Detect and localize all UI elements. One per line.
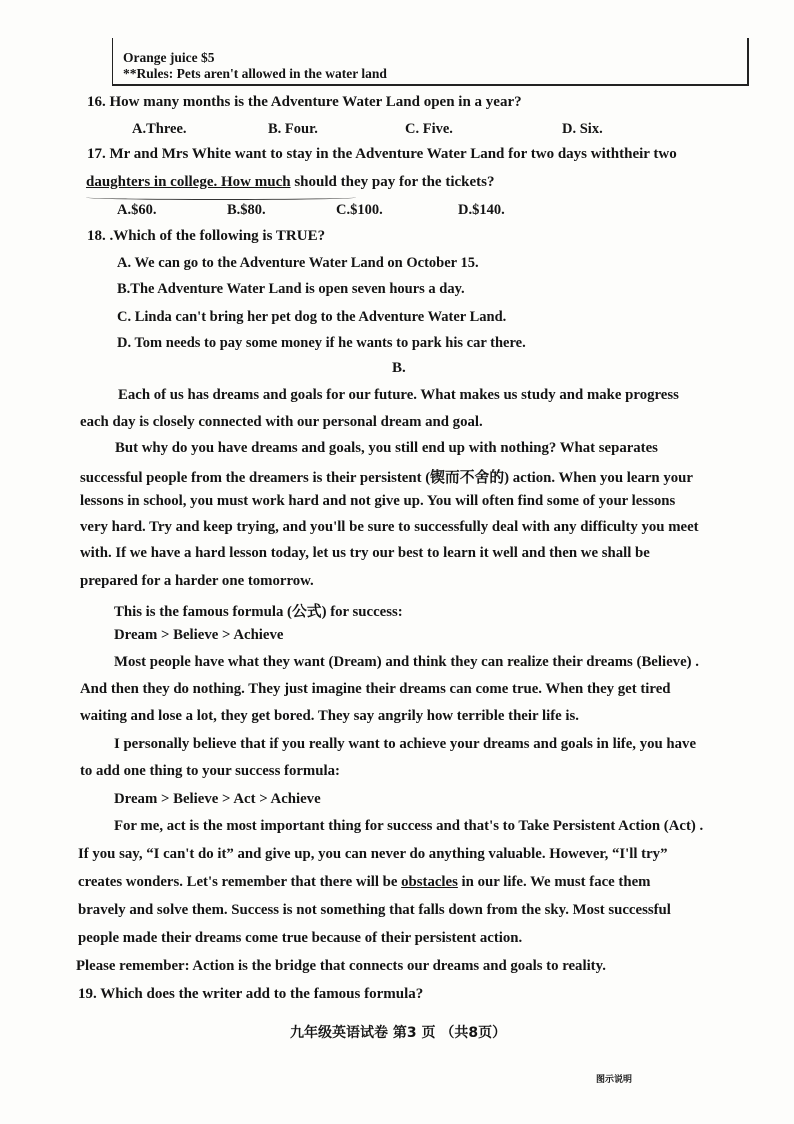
passage-line: successful people from the dreamers is their persistent (锲而不舍的) action. When you learn your bbox=[80, 470, 693, 486]
q18-option-a[interactable]: A. We can go to the Adventure Water Land on October 15. bbox=[117, 255, 479, 271]
formula-extended: Dream > Believe > Act > Achieve bbox=[114, 791, 321, 807]
obstacles-line-after: in our life. We must face them bbox=[457, 874, 651, 890]
passage-line: people made their dreams come true because of their persistent action. bbox=[78, 930, 523, 946]
page-footer: 九年级英语试卷 第3 页 （共8页） bbox=[290, 1025, 507, 1041]
passage-line: bravely and solve them. Success is not something that falls down from the sky. Most successful bbox=[78, 902, 671, 918]
q18-option-b[interactable]: B.The Adventure Water Land is open seven hours a day. bbox=[117, 281, 465, 297]
passage-line-obstacles bbox=[78, 874, 650, 891]
passage-line: Most people have what they want (Dream) and think they can realize their dreams (Believe) . bbox=[114, 654, 699, 670]
passage-line: I personally believe that if you really want to achieve your dreams and goals in life, you have bbox=[114, 736, 697, 752]
notice-box bbox=[112, 38, 749, 86]
q17-option-d[interactable]: D.$140. bbox=[458, 202, 505, 218]
passage-line: to add one thing to your success formula: bbox=[80, 763, 340, 779]
q17-line2-rest: should they pay for the tickets? bbox=[290, 174, 495, 190]
notice-price-line: Orange juice $5 bbox=[123, 50, 215, 65]
passage-line: And then they do nothing. They just imagine their dreams can come true. When they get tired bbox=[80, 681, 671, 697]
passage-line: very hard. Try and keep trying, and you'll be sure to successfully deal with any difficulty you meet bbox=[80, 519, 699, 535]
q17-option-a[interactable]: A.$60. bbox=[117, 202, 157, 218]
passage-line: Please remember: Action is the bridge that connects our dreams and goals to reality. bbox=[76, 958, 606, 974]
passage-line: But why do you have dreams and goals, you still end up with nothing? What separates bbox=[115, 440, 658, 456]
passage-line: This is the famous formula (公式) for success: bbox=[114, 604, 403, 620]
q18-option-c[interactable]: C. Linda can't bring her pet dog to the Adventure Water Land. bbox=[117, 309, 507, 325]
handwritten-curve-mark bbox=[86, 195, 356, 200]
passage-line: Each of us has dreams and goals for our future. What makes us study and make progress bbox=[118, 387, 679, 403]
q18-option-d[interactable]: D. Tom needs to pay some money if he wants to park his car there. bbox=[117, 335, 526, 351]
q17-option-c[interactable]: C.$100. bbox=[336, 202, 383, 218]
question-19: 19. Which does the writer add to the famous formula? bbox=[78, 986, 424, 1002]
section-b-heading: B. bbox=[392, 360, 406, 376]
passage-line: each day is closely connected with our personal dream and goal. bbox=[80, 414, 483, 430]
passage-line: If you say, “I can't do it” and give up, you can never do anything valuable. However, “I'll try” bbox=[78, 846, 668, 862]
q16-option-b[interactable]: B. Four. bbox=[268, 121, 318, 137]
question-16: 16. How many months is the Adventure Water Land open in a year? bbox=[87, 94, 522, 110]
formula-original: Dream > Believe > Achieve bbox=[114, 627, 284, 643]
question-18: 18. .Which of the following is TRUE? bbox=[87, 228, 326, 244]
question-17-line1: 17. Mr and Mrs White want to stay in the Adventure Water Land for two days withtheir two bbox=[87, 146, 677, 162]
question-17-line2 bbox=[86, 174, 495, 191]
underlined-word-obstacles: obstacles bbox=[401, 874, 458, 890]
passage-line: lessons in school, you must work hard and not give up. You will often find some of your lessons bbox=[80, 493, 676, 509]
notice-rules-line: **Rules: Pets aren't allowed in the water land bbox=[123, 66, 387, 81]
q16-option-d[interactable]: D. Six. bbox=[562, 121, 603, 137]
passage-line: For me, act is the most important thing for success and that's to Take Persistent Action (Act) . bbox=[114, 818, 704, 834]
q17-option-b[interactable]: B.$80. bbox=[227, 202, 266, 218]
q16-option-a[interactable]: A.Three. bbox=[132, 121, 187, 137]
passage-line: waiting and lose a lot, they get bored. They say angrily how terrible their life is. bbox=[80, 708, 579, 724]
passage-line: prepared for a harder one tomorrow. bbox=[80, 573, 314, 589]
obstacles-line-before: creates wonders. Let's remember that there will be bbox=[78, 874, 402, 890]
q17-handwritten-underline-text: daughters in college. How much bbox=[86, 174, 291, 190]
corner-stamp: 图示说明 bbox=[596, 1075, 633, 1085]
passage-line: with. If we have a hard lesson today, let us try our best to learn it well and then we shall be bbox=[80, 545, 650, 561]
q16-option-c[interactable]: C. Five. bbox=[405, 121, 453, 137]
